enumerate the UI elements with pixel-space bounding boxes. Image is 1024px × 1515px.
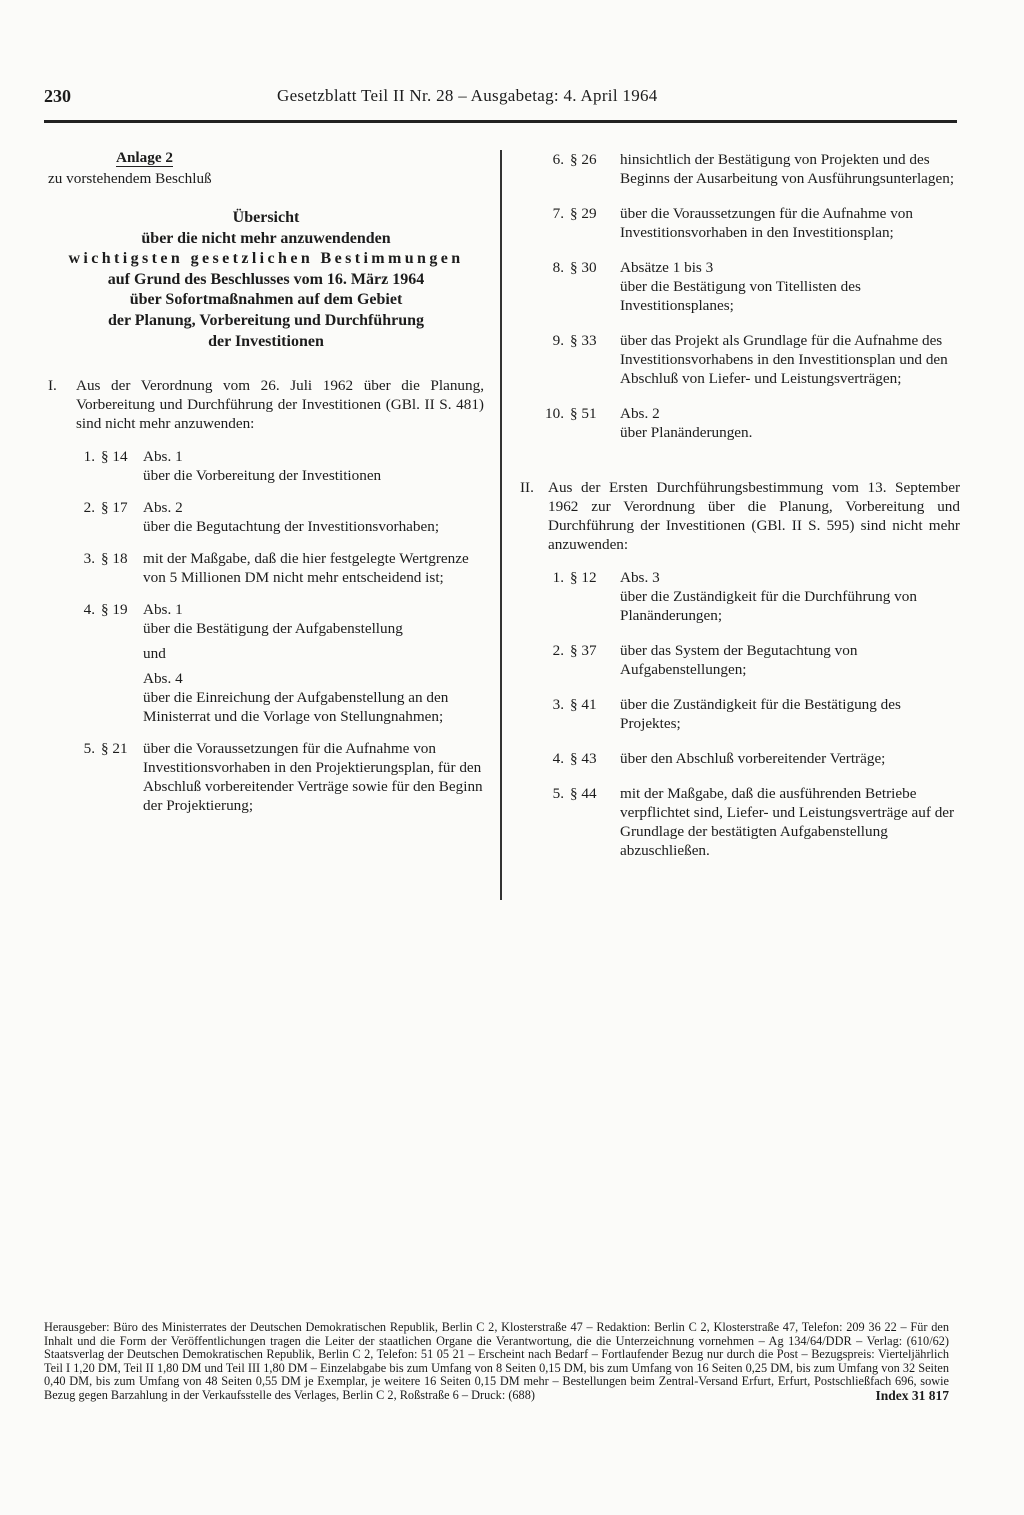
list-item: 4. § 43 über den Abschluß vorbereitender Verträge; [552,750,886,767]
page-header [44,86,964,112]
overview-heading: Übersicht über die nicht mehr anzuwendenden wichtigsten gesetzlichen Bestimmungen auf Grund des Beschlusses vom 16. März 1964 über Sofortmaßnahmen auf dem Gebiet der Planung, Vorbereitung und Durchführung der Investitionen [68,209,464,350]
anlage-subtitle: zu vorstehendem Beschluß [48,170,212,187]
list-item: 8. § 30 Absätze 1 bis 3 über die Bestätigung von Titellisten des Investitionsplanes; [552,259,861,314]
list-item: 6. § 26 hinsichtlich der Bestätigung von Projekten und des Beginns der Ausarbeitung von Ausführungsunterlagen; [552,151,955,187]
list-item: 3. § 41 über die Zuständigkeit für die Bestätigung des Projektes; [552,696,901,732]
list-item: 10. § 51 Abs. 2 über Planänderungen. [545,405,753,441]
list-item: 2. § 17 Abs. 2 über die Begutachtung der Investitionsvorhaben; [83,499,440,536]
list-item: 3. § 18 mit der Maßgabe, daß die hier festgelegte Wertgrenze von 5 Millionen DM nicht mehr entscheidend ist; [83,550,469,587]
list-item: 2. § 37 über das System der Begutachtung von Aufgabenstellungen; [552,642,858,678]
list-item: 5. § 44 mit der Maßgabe, daß die ausführenden Betriebe verpflichtet sind, Liefer- und Leistungsverträge auf der Grundlage der bestätigten Aufgabenstellung abzuschließen. [552,785,955,859]
list-item: 1. § 12 Abs. 3 über die Zuständigkeit für die Durchführung von Planänderungen; [552,569,917,624]
section-II: II. Aus der Ersten Durchführungsbestimmung vom 13. September 1962 zur Verordnung über die Planung, Vorbereitung und Durchführung der Investitionen (GBl. II S. 595) sind nicht mehr anzuwenden: [520,479,960,553]
header-title: Gesetzblatt Teil II Nr. 28 – Ausgabetag: 4. April 1964 [277,86,658,105]
list-item: 9. § 33 über das Projekt als Grundlage für die Aufnahme des Investitionsvorhabens in den Investitionsplan und den Abschluß von Liefer- und Leistungsverträgen; [552,332,948,387]
list-item: 7. § 29 über die Voraussetzungen für die Aufnahme von Investitionsvorhaben in den Investitionsplan; [552,205,913,241]
imprint-footer [44,1321,949,1403]
left-column [48,148,484,815]
list-item: 5. § 21 über die Voraussetzungen für die Aufnahme von Investitionsvorhaben in den Projektierungsplan, für den Abschluß vorbereitender Verträge sowie für den Beginn der Projektierung; [83,740,483,815]
list-item: 1. § 14 Abs. 1 über die Vorbereitung der Investitionen [83,448,382,485]
header-rule [44,120,957,123]
right-column [520,150,960,860]
imprint-text: Herausgeber: Büro des Ministerrates der Deutschen Demokratischen Republik, Berlin C 2, Klosterstraße 47 – Redaktion: Berlin C 2, Klosterstraße 47, Telefon: 209 36 22 – Für den Inhalt und die Form der Veröffentlichungen tragen die Leiter der staatlichen Organe die Verantwortung, die die Unterzeichnung vornehmen – Ag 134/64/DDR – Verlag: (610/62) Staatsverlag der Deutschen Demokratischen Republik, Berlin C 2, Telefon: 51 05 21 – Erscheint nach Bedarf – Fortlaufender Bezug nur durch die Post – Bezugspreis: Vierteljährlich Teil I 1,20 DM, Teil II 1,80 DM und Teil III 1,80 DM – Einzelabgabe bis zum Umfang von 8 Seiten 0,15 DM, bis zum Umfang von 16 Seiten 0,25 DM, bis zum Umfang von 32 Seiten 0,40 DM, bis zum Umfang von 48 Seiten 0,55 DM je Exemplar, je weitere 16 Seiten 0,15 DM mehr – Bestellungen beim Zentral-Versand Erfurt, Erfurt, Postschließfach 696, sowie Bezug gegen Barzahlung in der Verkaufsstelle des Verlages, Berlin C 2, Roßstraße 6 – Druck: (688) [44,1320,949,1402]
column-divider [500,150,502,900]
index-number: Index 31 817 [875,1387,949,1403]
section-I: I. Aus der Verordnung vom 26. Juli 1962 über die Planung, Vorbereitung und Durchführung der Investitionen (GBl. II S. 481) sind nicht mehr anzuwenden: [48,377,484,433]
page-number: 230 [44,86,71,106]
list-item: 4. § 19 Abs. 1 über die Bestätigung der Aufgabenstellung und Abs. 4 über die Einreichung der Aufgabenstellung an den Ministerrat und die Vorlage von Stellungnahmen; [83,601,449,726]
anlage-label: Anlage 2 [116,149,173,166]
